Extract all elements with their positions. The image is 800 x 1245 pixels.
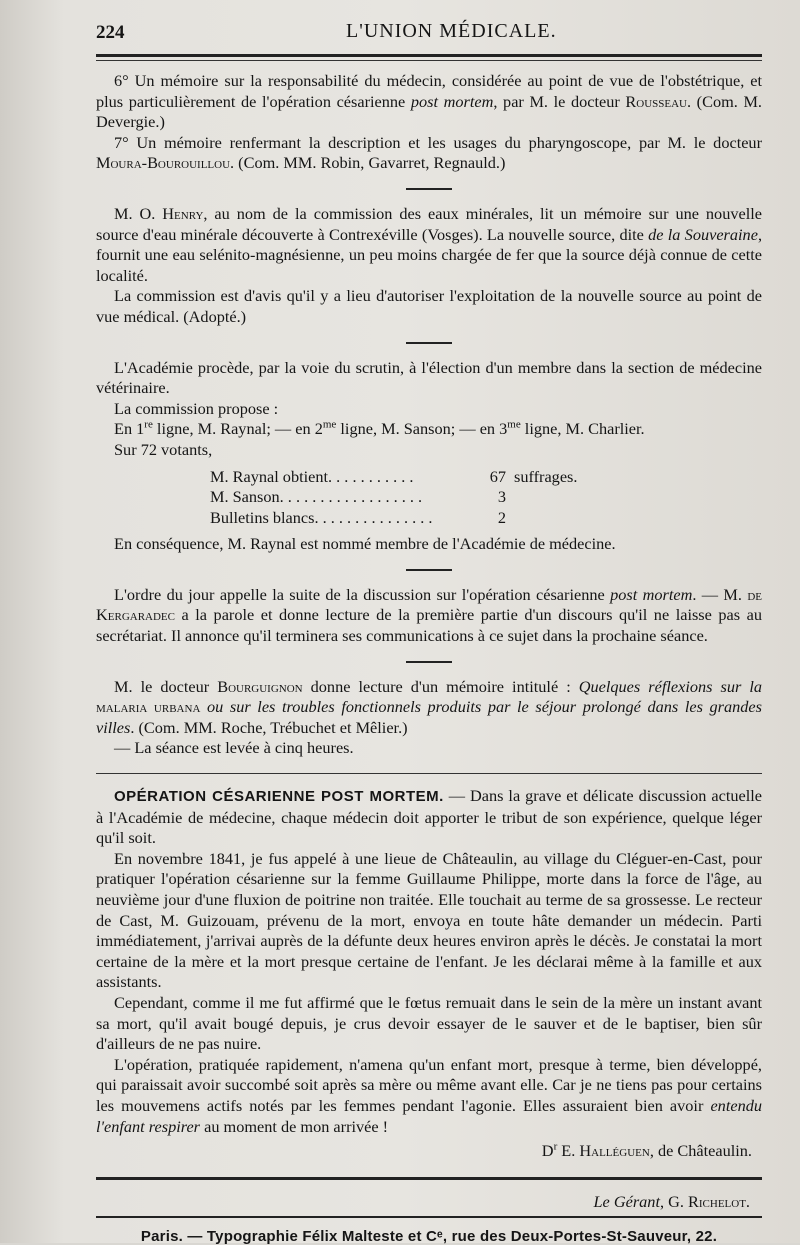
memoir-text: . (Com. M. Devergie.) — [96, 91, 762, 132]
memoir-text: , par M. le docteur — [493, 91, 626, 111]
election-proposes: La commission propose : — [114, 398, 279, 418]
article-paragraph — [96, 1055, 762, 1137]
vote-count: 3 — [497, 487, 506, 507]
italic-term: de la Souveraine — [648, 224, 758, 244]
ordinal-sup: me — [322, 418, 337, 431]
article-paragraph: Cependant, comme il me fut affirmé que le fœtus remuait dans le sein de la mère un instant avant sa mort, qu'il avait bougé depuis, je crus devoir essayer de le sauver et de le baptiser, bien sûr d'ailleurs de ne pas nuire. — [96, 992, 762, 1054]
vote-row — [210, 467, 762, 488]
section-separator — [406, 569, 452, 571]
vote-label: M. Sanson. . . . . . . . . . . . . . . . . . — [210, 487, 423, 507]
vote-unit: suffrages. — [514, 466, 578, 486]
vote-count: 67 — [489, 466, 506, 486]
page-header — [96, 14, 762, 50]
election-proposal-line — [96, 419, 762, 440]
gerant-label: Le Gérant — [593, 1192, 660, 1212]
section-separator — [406, 661, 452, 663]
vote-label: M. Raynal obtient. . . . . . . . . . . — [210, 466, 414, 486]
henry-report — [96, 204, 762, 286]
author-name: Moura-Bourouillou — [96, 153, 231, 173]
bourguignon-paragraph — [96, 677, 762, 739]
vote-unit — [506, 487, 514, 508]
section-separator — [406, 342, 452, 344]
session-closing: — La séance est levée à cinq heures. — [114, 738, 354, 758]
report-text: , fournit une eau selénito-magnésienne, un peu moins chargée de fer que la source déjà connue de cette localité. — [96, 224, 763, 285]
italic-term: entendu l'enfant respirer — [96, 1095, 762, 1136]
discussion-text: L'ordre du jour appelle la suite de la discussion sur l'opération césarienne — [114, 584, 611, 604]
vote-row — [210, 508, 762, 529]
journal-title: L'UNION MÉDICALE. — [346, 20, 557, 42]
discussion-text: a la parole et donne lecture de la première partie d'un discours qu'il ne laisse pas au secrétariat. Il annonce qu'il terminera ses communications à ce sujet dans la prochaine séance. — [96, 605, 762, 646]
vote-table — [210, 467, 762, 529]
article-intro — [96, 786, 762, 849]
article-rule — [96, 773, 762, 774]
vote-row — [210, 487, 762, 508]
henry-conclusion: La commission est d'avis qu'il y a lieu d'autoriser l'exploitation de la nouvelle source au point de vue médical. (Adopté.) — [96, 286, 762, 326]
header-rule — [96, 54, 762, 57]
memoir-text: donne lecture d'un mémoire intitulé : — [302, 676, 579, 696]
memoir-title: Quelques réflexions sur la — [578, 676, 762, 696]
article-text: au moment de mon arrivée ! — [200, 1116, 389, 1136]
signature-name: E. Halléguen — [557, 1141, 650, 1161]
author-name: Bourguignon — [217, 676, 303, 696]
section-separator — [406, 188, 452, 190]
proposal-text: ligne, M. Charlier. — [520, 419, 645, 439]
gerant-line — [96, 1192, 762, 1212]
proposal-text: ligne, M. Raynal; — en 2 — [152, 419, 323, 439]
author-name: de Kergaradec — [96, 584, 762, 625]
memoir-text: 6° Un mémoire sur la responsabilité du médecin, considérée au point de vue de l'obstétrique, et plus particulièrement de l'opération césarienne — [96, 71, 762, 111]
report-text: , au nom de la commission des eaux minérales, lit un mémoire sur une nouvelle source d'eau minérale découverte à Contrexéville (Vosges). La nouvelle source, dite — [96, 203, 762, 244]
memoir-item-6 — [96, 71, 762, 133]
article-text: L'opération, pratiquée rapidement, n'amena qu'un enfant mort, presque à terme, bien développé, qui paraissait avoir succombé soit après sa mère ou même avant elle. Car je ne tiens pas pour certains les mouvemens actifs notés par les femmes pendant l'agonie. Elles assuraient bien avoir — [96, 1054, 762, 1115]
author-name: Rousseau — [625, 91, 687, 111]
vote-unit — [506, 508, 514, 529]
report-text: M. O. — [114, 203, 163, 223]
signature-title: D — [541, 1141, 554, 1161]
memoir-text: M. le docteur — [114, 676, 218, 696]
election-intro: L'Académie procède, par la voie du scrutin, à l'élection d'un membre dans la section de médecine vétérinaire. — [96, 357, 762, 398]
memoir-item-7 — [96, 133, 762, 174]
memoir-text: 7° Un mémoire renfermant la description et les usages du pharyngoscope, par M. le docteur — [114, 132, 762, 152]
ordinal-sup: re — [144, 418, 153, 431]
page-number: 224 — [96, 22, 125, 43]
italic-term: post mortem — [610, 584, 693, 604]
election-result: En conséquence, M. Raynal est nommé membre de l'Académie de médecine. — [114, 534, 616, 554]
discussion-text: . — M. — [692, 584, 748, 604]
italic-term: post mortem — [410, 91, 494, 111]
printer-imprint: Paris. — Typographie Félix Malteste et Cᵉ, rue des Deux-Portes-St-Sauveur, 22. — [140, 1228, 718, 1245]
header-rule-thin — [96, 60, 762, 61]
proposal-text: ligne, M. Sanson; — en 3 — [336, 419, 508, 439]
memoir-title: ou sur les troubles fonctionnels produits par le séjour prolongé dans les grandes villes — [96, 697, 762, 737]
proposal-text: En 1 — [114, 419, 145, 439]
article-text: — Dans la grave et délicate discussion actuelle à l'Académie de médecine, chaque médecin doit apporter le tribut de son expérience, quelque léger qu'il soit. — [96, 786, 763, 848]
discussion-paragraph — [96, 585, 762, 647]
signature-sup: r — [553, 1140, 558, 1153]
article-paragraph: En novembre 1841, je fus appelé à une lieue de Châteaulin, au village du Cléguer-en-Cast, pour pratiquer l'opération césarienne sur la femme Guillaume Philippe, morte dans la force de l'âge, au neuvième jour d'une fluxion de poitrine non traitée. Elle touchait au terme de sa grossesse. Le recteur de Cast, M. Guizouam, prévenu de la mort, envoya en toute hâte demander un médecin. Parti immédiatement, j'arrivai auprès de la défunte deux heures environ après le décès. Je constatai la mort certaine de la mère et la mort presque certaine de l'enfant. Je les déclarai même à la famille et aux assistants. — [96, 848, 762, 992]
memoir-text: . (Com. MM. Roche, Trébuchet et Mêlier.) — [130, 717, 408, 737]
footer-rule-2 — [96, 1216, 762, 1218]
article-title: OPÉRATION CÉSARIENNE POST MORTEM. — [114, 788, 444, 806]
election-votants: Sur 72 votants, — [114, 439, 213, 459]
memoir-title-term: malaria urbana — [96, 697, 201, 717]
footer-rule — [96, 1177, 762, 1180]
ordinal-sup: me — [507, 418, 521, 431]
signature-place: , de Châteaulin. — [649, 1141, 752, 1161]
vote-count: 2 — [497, 507, 506, 527]
article-signature — [96, 1141, 762, 1161]
memoir-text: . (Com. MM. Robin, Gavarret, Regnauld.) — [230, 153, 506, 173]
vote-label: Bulletins blancs. . . . . . . . . . . . . . . — [210, 507, 433, 527]
gerant-name: , G. Richelot. — [659, 1192, 750, 1212]
author-name: Henry — [162, 203, 204, 223]
